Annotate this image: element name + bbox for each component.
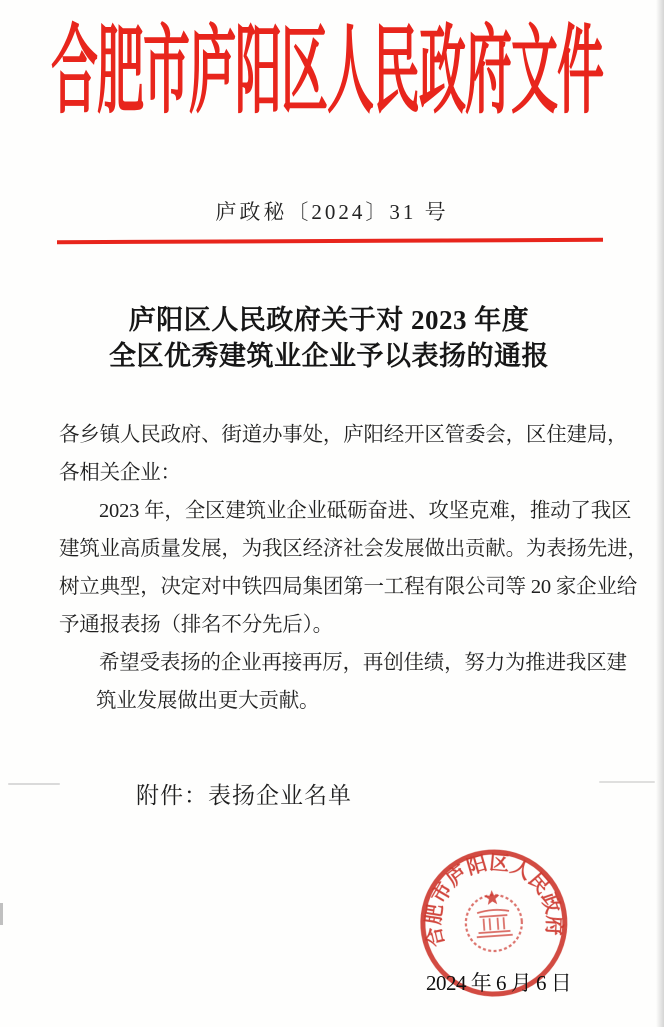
- seal-emblem-gate: [475, 909, 513, 937]
- document-number: 庐政秘〔2024〕31 号: [215, 200, 449, 224]
- body-line: 予通报表扬（排名不分先后）。: [59, 614, 333, 636]
- scan-crease-mark: [599, 781, 655, 783]
- body-line: 各乡镇人民政府、街道办事处，庐阳经开区管委会，区住建局，: [59, 424, 628, 446]
- red-divider-line: [57, 238, 603, 244]
- body-line: 各相关企业：: [59, 462, 181, 484]
- attachment-note: 附件：表扬企业名单: [136, 783, 352, 808]
- document-title: [0, 302, 658, 374]
- scan-edge-mark: [0, 903, 3, 925]
- body-line: 2023 年，全区建筑业企业砥砺奋进、攻坚克难，推动了我区: [99, 500, 632, 522]
- seal-text: 合肥市庐阳区人民政府: [422, 851, 565, 949]
- document-date: 2024 年 6 月 6 日: [426, 971, 572, 995]
- body-line: 希望受表扬的企业再接再厉，再创佳绩，努力为推进我区建: [99, 652, 627, 674]
- letterhead: [0, 19, 654, 127]
- scan-edge-shadow: [656, 0, 664, 1027]
- scan-crease-mark: [8, 783, 60, 785]
- letterhead-title: 合肥市庐阳区人民政府文件: [51, 19, 603, 127]
- body-line: 建筑业高质量发展，为我区经济社会发展做出贡献。为表扬先进，: [59, 538, 648, 560]
- body-line: 树立典型，决定对中铁四局集团第一工程有限公司等 20 家企业给: [59, 576, 638, 598]
- body-line: 筑业发展做出更大贡献。: [96, 690, 320, 712]
- seal-emblem-star: [484, 890, 500, 906]
- title-line-1: 庐阳区人民政府关于对 2023 年度: [128, 305, 530, 335]
- document-body: [59, 416, 648, 720]
- title-line-2: 全区优秀建筑业企业予以表扬的通报: [109, 341, 549, 371]
